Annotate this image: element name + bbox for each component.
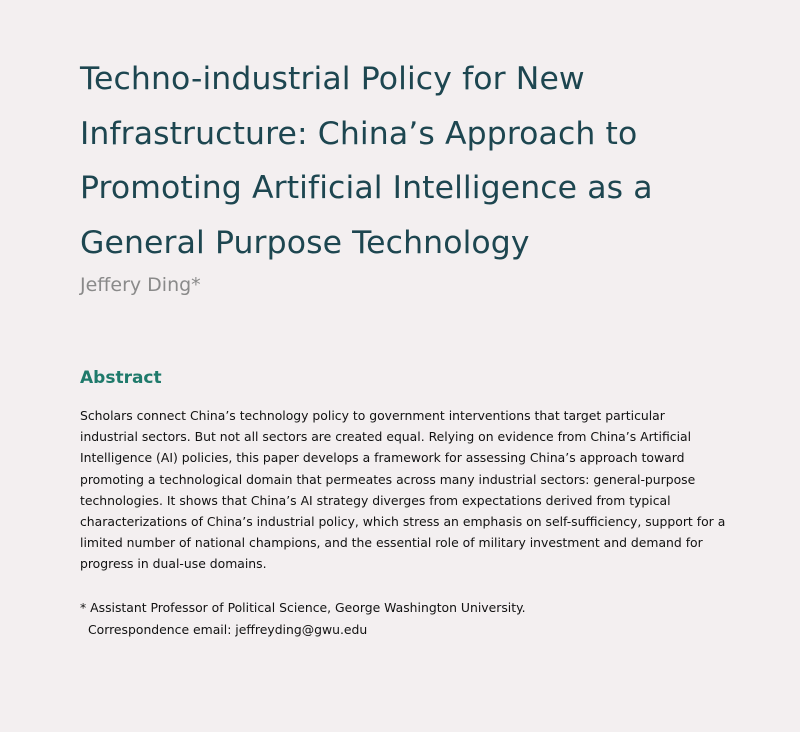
author-name: Jeffery Ding*: [80, 274, 201, 296]
abstract-line-6: characterizations of China’s industrial policy, which stress an emphasis on self-sufficiency, support for a: [80, 514, 726, 530]
paper-first-page: [80, 52, 740, 637]
footnote-email: Correspondence email: jeffreyding@gwu.edu: [88, 621, 368, 637]
title-line-3: Promoting Artificial Intelligence as a: [80, 170, 653, 206]
abstract-line-2: industrial sectors. But not all sectors are created equal. Relying on evidence from China’s Artificial: [80, 429, 692, 445]
title-line-4: General Purpose Technology: [80, 224, 530, 261]
abstract-line-8: progress in dual-use domains.: [80, 556, 267, 572]
abstract-heading: Abstract: [80, 368, 162, 388]
title-line-1: Techno-industrial Policy for New: [80, 61, 585, 97]
abstract-line-4: promoting a technological domain that permeates across many industrial sectors: general-purpose: [80, 471, 696, 487]
author-footnote: [80, 597, 526, 640]
footnote-affiliation: * Assistant Professor of Political Science, George Washington University.: [80, 600, 526, 615]
abstract-line-1: Scholars connect China’s technology policy to government interventions that target particular: [80, 408, 665, 423]
abstract-text: [80, 405, 740, 575]
title-line-2: Infrastructure: China’s Approach to: [80, 115, 638, 152]
abstract-line-5: technologies. It shows that China’s AI strategy diverges from expectations derived from typical: [80, 492, 671, 508]
paper-title: [80, 52, 740, 270]
abstract-line-7: limited number of national champions, and the essential role of military investment and demand for: [80, 535, 703, 551]
abstract-line-3: Intelligence (AI) policies, this paper develops a framework for assessing China’s approach toward: [80, 450, 685, 466]
